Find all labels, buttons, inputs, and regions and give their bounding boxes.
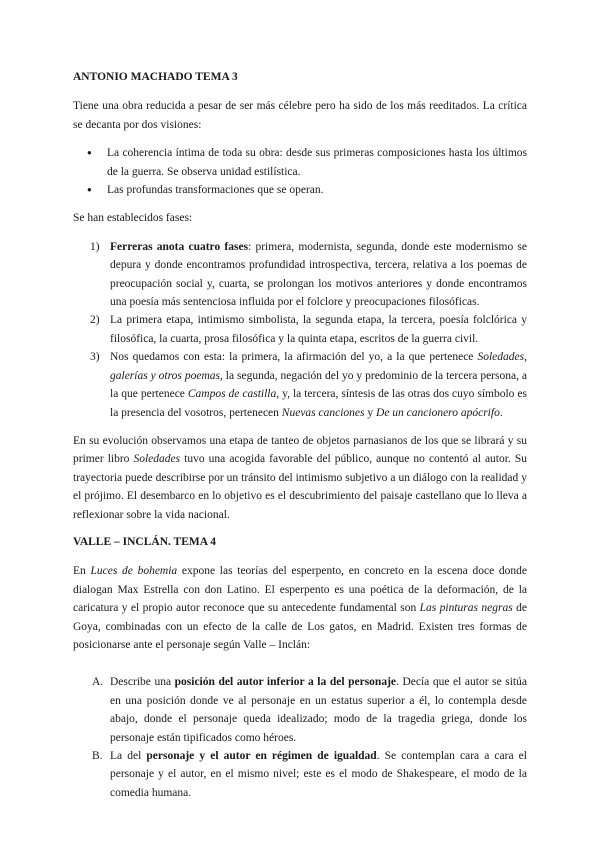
paragraph-text: de Goya, combinadas con un efecto de la calle de Los gatos, en Madrid. Existen tres formas de posicionarse ante el personaje según Valle – Inclán: [73,602,527,651]
list-item [73,238,527,312]
list-item [73,348,527,422]
machado-intro-paragraph: Tiene una obra reducida a pesar de ser más célebre pero ha sido de los más reeditados. La crítica se decanta por dos visiones: [73,100,527,131]
section-title-machado: ANTONIO MACHADO TEMA 3 [73,71,238,83]
list-item [73,747,527,802]
paragraph-text: tuvo una acogida favorable del público, aunque no contentó al autor. Su trayectoria puede describirse por un tránsito del intimismo subjetivo a un diálogo con la realidad y el prójimo. El desembarco en lo objetivo es el descubrimiento del paisaje castellano que lo lleva a reflexionar sobre la vida nacional. [73,453,528,521]
list-letter: B. [92,750,103,762]
vision-text: La coherencia íntima de toda su obra: desde sus primeras composiciones hasta los últimos de la guerra. Se observa unidad estilística. [107,147,527,178]
valle-intro-paragraph [73,562,527,654]
paragraph-text: expone las teorías del esperpento, en concreto en la escena doce donde dialogan Max Estrella con don Latino. El esperpento es una poética de la deformación, de la caricatura y el propio autor reconoce que su antecedente fundamental son [73,565,527,615]
bullet-icon: ● [87,185,92,195]
phase-text: Nos quedamos con esta: la primera, la afirmación del yo, a la que pertenece [110,351,478,364]
phase-text: . [499,406,503,419]
phase-text: La primera etapa, intimismo simbolista, la segunda etapa, la tercera, poesía folclórica y filosófica, la cuarta, prosa filosófica y la quinta etapa, escritos de la guerra civil. [110,314,527,345]
book-title: De un cancionero apócrifo [376,406,500,419]
book-title: Luces de bohemia [90,565,178,578]
phases-intro: Se han establecidos fases: [73,212,193,225]
position-bold: personaje y el autor en régimen de igualdad [146,750,377,762]
document-body [73,68,527,802]
phase-text: , y, la tercera, síntesis de las otras dos cuyo símbolo es la presencia del vosotros, pertenecen [110,388,527,419]
list-letter: A. [92,676,104,689]
positions-lettered-list [73,673,527,802]
position-bold: posición del autor inferior a la del personaje [174,676,396,689]
list-item [73,673,527,747]
book-title: Campos de castilla [187,388,277,401]
position-text: La del [110,750,147,762]
artwork-title: Las pinturas negras [419,602,513,615]
list-item [73,311,527,348]
position-text: Describe una [110,676,175,689]
list-item [73,144,527,181]
list-number: 3) [90,351,100,364]
list-item [73,181,527,199]
list-number: 1) [90,240,100,253]
phase-text: : primera, modernista, segunda, donde este modernismo se depura y donde encontramos profundidad introspectiva, tercera, relativa a los poemas de preocupación social y, cuarta, se prolongan los motivos anteriores y donde encontramos una poesía más sentenciosa influida por el folclore y preocupaciones filosóficas. [110,240,528,309]
bullet-icon: ● [87,148,92,158]
list-number: 2) [90,314,100,327]
paragraph-text: En su evolución observamos una etapa de tanteo de objetos parnasianos de los que se librará y su primer libro [73,434,527,466]
position-text: . Se contemplan cara a cara el personaje y el autor, en el mismo nivel; este es el modo de Shakespeare, el modo de la comedia humana. [110,750,527,799]
book-title: Soledades [133,453,181,466]
phase-text: , la segunda, negación del yo y predominio de la tercera persona, a la que pertenece [110,369,527,401]
position-text: . Decía que el autor se sitúa en una posición donde ve al personaje en un estatus superior a él, lo contempla desde abajo, donde el personaje queda idealizado; modo de la tragedia griega, donde los personaje están tipificados como héroes. [110,676,527,744]
book-title: Soledades, galerías y otros poemas [110,351,527,382]
book-title: Nuevas canciones [281,406,365,419]
phases-numbered-list [73,238,527,422]
phase-bold-lead: Ferreras anota cuatro fases [110,240,249,253]
evolution-paragraph [73,432,527,524]
paragraph-text: En [73,565,91,578]
section-title-valle-inclan: VALLE – INCLÁN. TEMA 4 [73,535,217,548]
visions-bullet-list [73,144,527,199]
vision-text: Las profundas transformaciones que se operan. [107,184,324,197]
phase-text: y [364,406,377,419]
